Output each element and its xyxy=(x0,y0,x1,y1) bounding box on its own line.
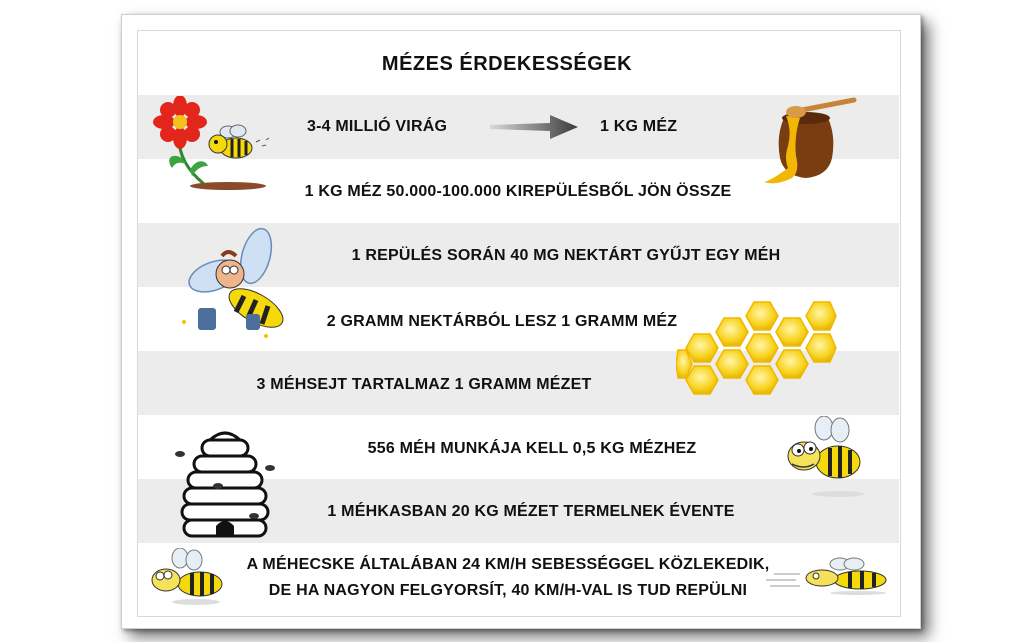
fact-flights: 1 KG MÉZ 50.000-100.000 KIREPÜLÉSBŐL JÖN ÖSSZE xyxy=(304,183,732,200)
bee-icon xyxy=(206,124,282,168)
honey-pot-icon xyxy=(762,96,862,190)
beehive-icon xyxy=(170,428,280,540)
fact-nectar-to-honey: 2 GRAMM NEKTÁRBÓL LESZ 1 GRAMM MÉZ xyxy=(326,313,678,330)
honeycomb-icon xyxy=(676,300,838,404)
arrow-icon xyxy=(488,113,580,141)
fact-hive-yearly: 1 MÉHKASBAN 20 KG MÉZET TERMELNEK ÉVENTE xyxy=(327,503,735,520)
fact-honey-kg: 1 KG MÉZ xyxy=(600,118,678,135)
bee-icon xyxy=(146,548,232,606)
bee-icon xyxy=(766,556,894,596)
bee-icon xyxy=(170,226,300,342)
fact-bee-work: 556 MÉH MUNKÁJA KELL 0,5 KG MÉZHEZ xyxy=(367,440,697,457)
bee-icon xyxy=(784,416,874,498)
fact-speed-line1: A MÉHECSKE ÁLTALÁBAN 24 KM/H SEBESSÉGGEL KÖZLEKEDIK, xyxy=(246,556,770,573)
page-title: MÉZES ÉRDEKESSÉGEK xyxy=(381,53,633,75)
fact-cells: 3 MÉHSEJT TARTALMAZ 1 GRAMM MÉZET xyxy=(256,376,592,393)
fact-nectar-per-flight: 1 REPÜLÉS SORÁN 40 MG NEKTÁRT GYŰJT EGY MÉH xyxy=(351,247,781,264)
fact-speed-line2: DE HA NAGYON FELGYORSÍT, 40 KM/H-VAL IS TUD REPÜLNI xyxy=(268,582,748,599)
fact-flowers: 3-4 MILLIÓ VIRÁG xyxy=(307,118,448,135)
